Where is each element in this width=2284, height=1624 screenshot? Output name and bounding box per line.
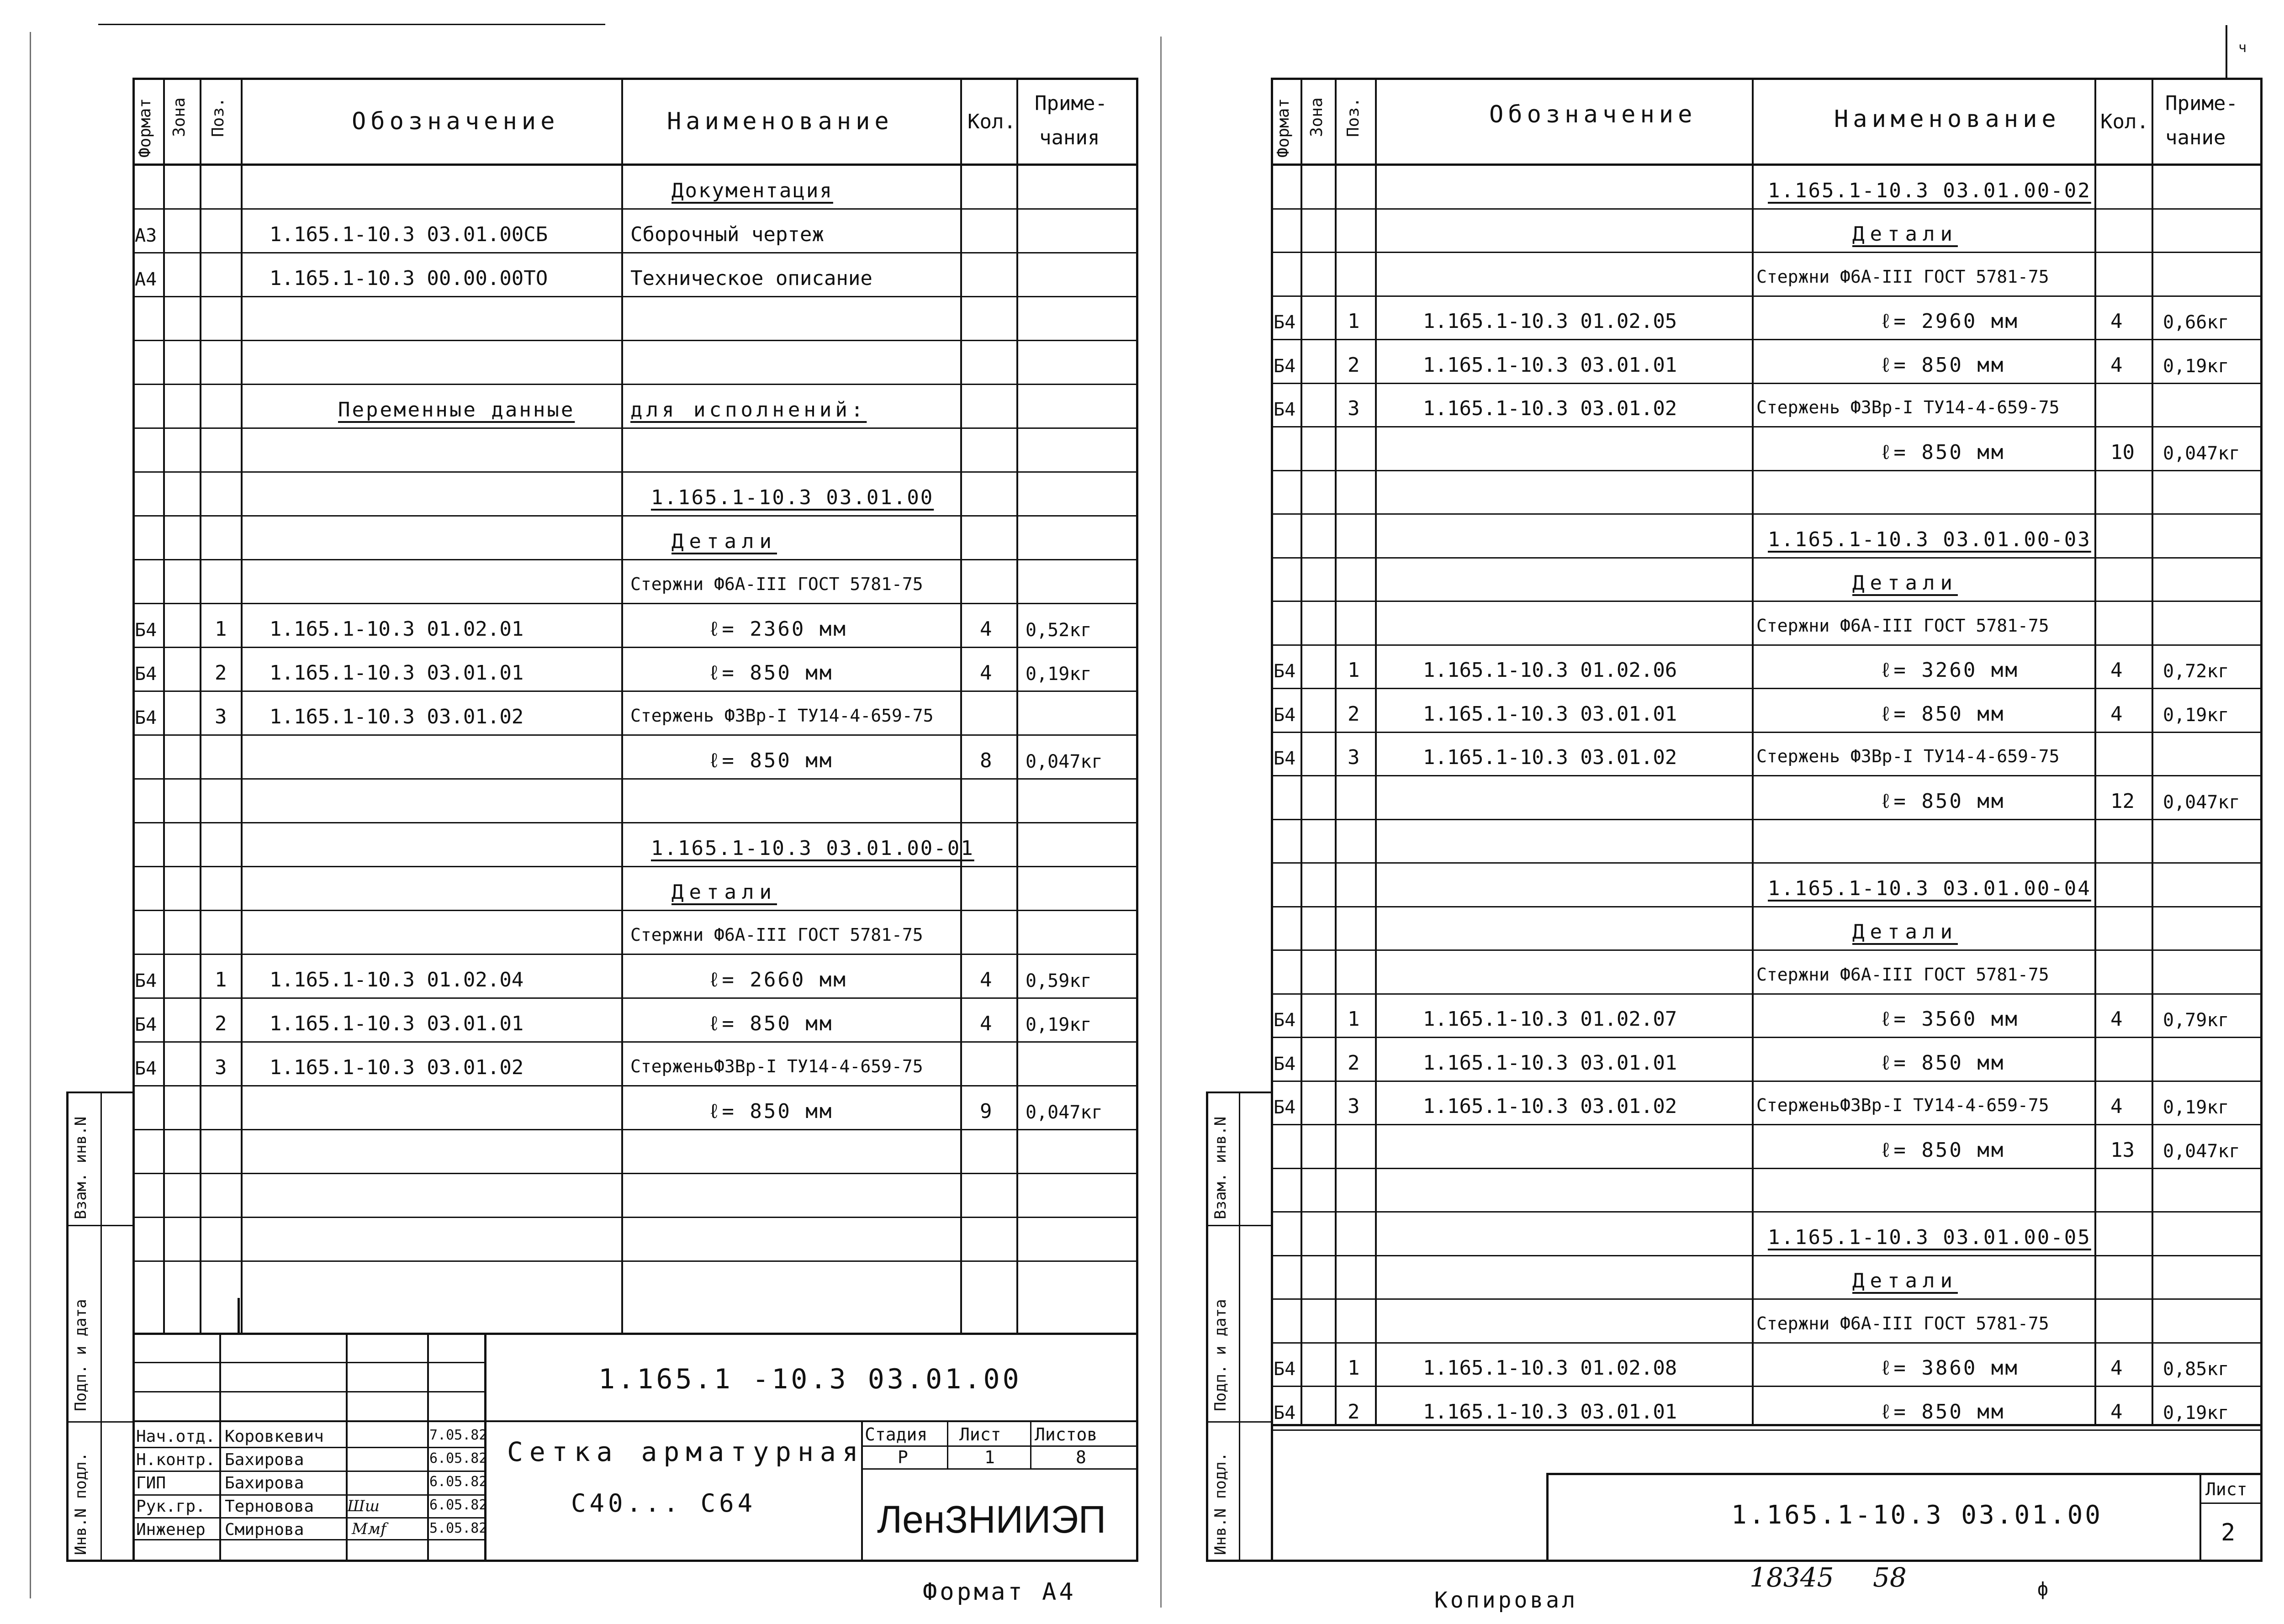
- row-rule: [132, 1041, 1137, 1043]
- header-format: Формат: [136, 98, 154, 158]
- r-row-16-name: 1.165.1-10.3 03.01.00-04: [1768, 876, 2091, 900]
- org-name: ЛенЗНИИЭП: [877, 1498, 1106, 1541]
- role-1-date: 6.05.82: [429, 1450, 487, 1466]
- row-rule: [132, 384, 1137, 385]
- l-row-17-name: Стержни Ф6А-III ГОСТ 5781-75: [630, 925, 923, 945]
- r-row-27-note: 0,85кг: [2163, 1359, 2229, 1380]
- l-row-2-name: Техническое описание: [630, 267, 872, 290]
- row-rule: [1271, 1255, 2262, 1256]
- role-4-role: Инженер: [136, 1520, 206, 1539]
- r-row-4-name: ℓ= 850 мм: [1880, 353, 2005, 377]
- row-rule: [1271, 732, 2262, 733]
- r-row-19-des: 1.165.1-10.3 01.02.07: [1423, 1007, 1677, 1031]
- row-rule: [132, 340, 1137, 341]
- r-row-4-note: 0,19кг: [2163, 355, 2229, 377]
- stamp-inv-orig: Инв.N подл.: [72, 1452, 90, 1555]
- row-rule: [1271, 1298, 2262, 1300]
- sheet-label: Лист: [959, 1424, 1001, 1445]
- r-row-19-fmt: Б4: [1274, 1010, 1296, 1031]
- r-row-12-pos: 2: [1348, 702, 1360, 726]
- row-rule: [132, 559, 1137, 560]
- row-rule: [1271, 1124, 2262, 1125]
- r-row-27-des: 1.165.1-10.3 01.02.08: [1423, 1356, 1677, 1380]
- l-row-12-name: Стержень Ф3Вр-I ТУ14-4-659-75: [630, 706, 934, 726]
- l-row-13-qty: 8: [980, 749, 992, 772]
- r-row-20-pos: 2: [1348, 1051, 1360, 1075]
- l-row-11-name: ℓ= 850 мм: [708, 661, 834, 685]
- r-row-3-fmt: Б4: [1274, 312, 1296, 333]
- row-rule: [132, 997, 1137, 999]
- r-stamp-replace-inv: Взам. инв.N: [1211, 1116, 1230, 1219]
- r-row-8-name: 1.165.1-10.3 03.01.00-03: [1768, 527, 2091, 551]
- r-header-name: Наименование: [1834, 105, 2061, 133]
- r-header-notes-2: чание: [2165, 126, 2226, 149]
- r-row-21-note: 0,19кг: [2163, 1097, 2229, 1118]
- row-rule: [1271, 688, 2262, 689]
- l-row-18-fmt: Б4: [135, 970, 157, 991]
- r-header-zone: Зона: [1307, 97, 1326, 137]
- role-0-date: 7.05.82: [429, 1427, 487, 1443]
- role-4-name: Смирнова: [225, 1520, 304, 1539]
- row-rule: [1271, 644, 2262, 646]
- header-notes-1: Приме-: [1035, 92, 1107, 115]
- r-row-18-name: Стержни Ф6А-III ГОСТ 5781-75: [1756, 964, 2049, 985]
- title-doc-number: 1.165.1 -10.3 03.01.00: [598, 1363, 1022, 1395]
- r-row-11-note: 0,72кг: [2163, 661, 2229, 682]
- l-row-11-note: 0,19кг: [1026, 664, 1092, 685]
- l-row-1-des: 1.165.1-10.3 03.01.00СБ: [270, 223, 548, 246]
- l-row-10-fmt: Б4: [135, 620, 157, 641]
- stamp-replace-inv: Взам. инв.N: [72, 1116, 90, 1219]
- r-row-4-fmt: Б4: [1274, 355, 1296, 377]
- r-row-4-des: 1.165.1-10.3 03.01.01: [1423, 353, 1677, 377]
- row-rule: [1271, 295, 2262, 297]
- role-2-name: Бахирова: [225, 1474, 304, 1492]
- r-row-2-name: Стержни Ф6А-III ГОСТ 5781-75: [1756, 266, 2049, 287]
- row-rule: [132, 647, 1137, 648]
- r-row-4-qty: 4: [2110, 353, 2123, 377]
- row-rule: [132, 427, 1137, 429]
- l-row-21-name: ℓ= 850 мм: [708, 1100, 834, 1123]
- role-3-name: Терновова: [225, 1497, 314, 1516]
- l-row-18-qty: 4: [980, 968, 992, 991]
- header-notes-2: чания: [1039, 126, 1100, 149]
- l-row-12-des: 1.165.1-10.3 03.01.02: [270, 705, 524, 728]
- row-rule: [1271, 862, 2262, 864]
- row-rule: [132, 866, 1137, 867]
- row-rule: [132, 1085, 1137, 1086]
- title-line-1: Сетка арматурная: [507, 1436, 865, 1467]
- r-row-22-note: 0,047кг: [2163, 1140, 2240, 1162]
- r-row-13-name: Стержень Ф3Вр-I ТУ14-4-659-75: [1756, 746, 2060, 766]
- r-row-13-des: 1.165.1-10.3 03.01.02: [1423, 746, 1677, 769]
- r-header-format: Формат: [1274, 98, 1293, 158]
- row-rule: [1271, 949, 2262, 951]
- l-row-7-name: 1.165.1-10.3 03.01.00: [651, 486, 934, 509]
- r-row-21-fmt: Б4: [1274, 1097, 1296, 1118]
- role-2-date: 6.05.82: [429, 1474, 487, 1490]
- r-row-28-note: 0,19кг: [2163, 1402, 2229, 1424]
- r-row-3-name: ℓ= 2960 мм: [1880, 310, 2019, 333]
- r-row-19-note: 0,79кг: [2163, 1010, 2229, 1031]
- r-row-21-pos: 3: [1348, 1095, 1360, 1118]
- r-doc-number: 1.165.1-10.3 03.01.00: [1731, 1500, 2103, 1530]
- r-row-21-des: 1.165.1-10.3 03.01.02: [1423, 1095, 1677, 1118]
- l-row-19-fmt: Б4: [135, 1014, 157, 1035]
- row-rule: [1271, 775, 2262, 776]
- row-rule: [1271, 339, 2262, 340]
- row-rule: [132, 954, 1137, 955]
- stamp-sign-date: Подп. и дата: [72, 1299, 90, 1411]
- r-row-27-fmt: Б4: [1274, 1359, 1296, 1380]
- l-row-10-note: 0,52кг: [1026, 620, 1092, 641]
- corner-mark: ч: [2238, 40, 2247, 56]
- r-header-designation: Обозначение: [1489, 101, 1697, 128]
- l-row-21-note: 0,047кг: [1026, 1102, 1103, 1123]
- r-row-11-des: 1.165.1-10.3 01.02.06: [1423, 659, 1677, 682]
- footer-fmt-mark: ф: [2037, 1579, 2049, 1600]
- r-row-11-fmt: Б4: [1274, 661, 1296, 682]
- signature-ternovova: Шш: [347, 1497, 380, 1515]
- r-row-20-des: 1.165.1-10.3 03.01.01: [1423, 1051, 1677, 1075]
- footer-copied: Копировал: [1434, 1587, 1578, 1613]
- role-4-date: 5.05.82: [429, 1520, 487, 1536]
- r-row-5-pos: 3: [1348, 397, 1360, 420]
- l-row-19-note: 0,19кг: [1026, 1014, 1092, 1035]
- row-rule: [132, 1129, 1137, 1130]
- l-row-19-des: 1.165.1-10.3 03.01.01: [270, 1012, 524, 1035]
- r-row-11-name: ℓ= 3260 мм: [1880, 659, 2019, 682]
- row-rule: [1271, 1081, 2262, 1082]
- row-rule: [1271, 208, 2262, 210]
- r-row-28-qty: 4: [2110, 1400, 2123, 1424]
- r-row-11-qty: 4: [2110, 659, 2123, 682]
- row-rule: [1271, 1429, 2262, 1431]
- r-row-5-name: Стержень Ф3Вр-I ТУ14-4-659-75: [1756, 397, 2060, 417]
- row-rule: [1271, 1386, 2262, 1387]
- l-row-10-name: ℓ= 2360 мм: [708, 617, 847, 641]
- l-row-13-note: 0,047кг: [1026, 751, 1103, 772]
- l-row-18-pos: 1: [215, 968, 227, 991]
- row-rule: [1271, 601, 2262, 602]
- signature-smirnova: Mмf: [352, 1520, 386, 1538]
- row-rule: [132, 515, 1137, 517]
- stage-label: Стадия: [865, 1424, 928, 1445]
- sheets-label: Листов: [1035, 1424, 1098, 1445]
- r-row-3-note: 0,66кг: [2163, 312, 2229, 333]
- row-rule: [1271, 557, 2262, 559]
- l-row-8-name: Детали: [671, 530, 777, 553]
- r-row-10-name: Стержни Ф6А-III ГОСТ 5781-75: [1756, 615, 2049, 636]
- row-rule: [132, 1260, 1137, 1262]
- handwritten-sheet: 58: [1873, 1562, 1907, 1593]
- l-row-1-name: Сборочный чертеж: [630, 223, 824, 246]
- l-row-0-name: Документация: [671, 179, 833, 202]
- row-rule: [132, 778, 1137, 780]
- r-row-22-name: ℓ= 850 мм: [1880, 1138, 2005, 1162]
- l-row-11-pos: 2: [215, 661, 227, 685]
- r-row-5-fmt: Б4: [1274, 399, 1296, 420]
- role-3-role: Рук.гр.: [136, 1497, 206, 1516]
- r-row-19-name: ℓ= 3560 мм: [1880, 1007, 2019, 1031]
- row-rule: [132, 471, 1137, 473]
- sheet-divider: [1160, 37, 1162, 1608]
- r-row-21-qty: 4: [2110, 1095, 2123, 1118]
- r-row-28-name: ℓ= 850 мм: [1880, 1400, 2005, 1424]
- r-header-notes-1: Приме-: [2165, 92, 2238, 115]
- row-rule: [1271, 426, 2262, 427]
- l-row-18-des: 1.165.1-10.3 01.02.04: [270, 968, 524, 991]
- role-0-role: Нач.отд.: [136, 1427, 216, 1446]
- r-row-20-fmt: Б4: [1274, 1053, 1296, 1075]
- row-rule: [132, 603, 1137, 604]
- r-row-28-fmt: Б4: [1274, 1402, 1296, 1424]
- r-row-26-name: Стержни Ф6А-III ГОСТ 5781-75: [1756, 1313, 2049, 1334]
- r-row-14-name: ℓ= 850 мм: [1880, 789, 2005, 813]
- r-row-14-qty: 12: [2110, 789, 2135, 813]
- row-rule: [132, 734, 1137, 736]
- r-row-22-qty: 13: [2110, 1138, 2135, 1162]
- l-row-9-name: Стержни Ф6А-III ГОСТ 5781-75: [630, 574, 923, 594]
- r-row-11-pos: 1: [1348, 659, 1360, 682]
- row-rule: [132, 296, 1137, 297]
- row-rule: [1271, 906, 2262, 907]
- r-row-19-pos: 1: [1348, 1007, 1360, 1031]
- l-row-20-name: СтерженьФ3Вр-I ТУ14-4-659-75: [630, 1056, 923, 1076]
- l-row-10-pos: 1: [215, 617, 227, 641]
- r-row-12-name: ℓ= 850 мм: [1880, 702, 2005, 726]
- r-row-17-name: Детали: [1852, 920, 1958, 944]
- l-row-21-qty: 9: [980, 1100, 992, 1123]
- row-rule: [1271, 383, 2262, 384]
- r-header-qty: Кол.: [2100, 110, 2149, 133]
- r-row-12-des: 1.165.1-10.3 03.01.01: [1423, 702, 1677, 726]
- l-row-12-pos: 3: [215, 705, 227, 728]
- l-row-2-fmt: А4: [135, 269, 157, 290]
- row-rule: [132, 691, 1137, 692]
- row-rule: [1271, 1342, 2262, 1344]
- row-rule: [132, 1217, 1137, 1218]
- l-row-5-name: для исполнений:: [630, 398, 867, 422]
- l-row-18-note: 0,59кг: [1026, 970, 1092, 991]
- r-row-5-des: 1.165.1-10.3 03.01.02: [1423, 397, 1677, 420]
- r-row-20-name: ℓ= 850 мм: [1880, 1051, 2005, 1075]
- l-row-19-qty: 4: [980, 1012, 992, 1035]
- r-row-13-fmt: Б4: [1274, 748, 1296, 769]
- header-zone: Зона: [170, 97, 189, 137]
- r-row-28-des: 1.165.1-10.3 03.01.01: [1423, 1400, 1677, 1424]
- row-rule: [132, 1173, 1137, 1174]
- l-row-5-des: Переменные данные: [338, 398, 575, 422]
- r-row-6-note: 0,047кг: [2163, 443, 2240, 464]
- r-row-1-name: Детали: [1852, 222, 1958, 246]
- r-row-0-name: 1.165.1-10.3 03.01.00-02: [1768, 179, 2091, 202]
- role-1-role: Н.контр.: [136, 1450, 216, 1469]
- sheet-value: 1: [984, 1447, 995, 1467]
- header-designation: Обозначение: [352, 108, 560, 135]
- header-pos: Поз.: [209, 97, 227, 137]
- l-row-19-pos: 2: [215, 1012, 227, 1035]
- l-row-12-fmt: Б4: [135, 707, 157, 728]
- r-row-6-qty: 10: [2110, 440, 2135, 464]
- r-row-14-note: 0,047кг: [2163, 791, 2240, 813]
- footer-format: Формат А4: [923, 1578, 1076, 1606]
- row-rule: [1271, 252, 2262, 253]
- r-header-pos: Поз.: [1344, 97, 1363, 137]
- row-rule: [1271, 513, 2262, 515]
- l-row-13-name: ℓ= 850 мм: [708, 749, 834, 772]
- l-row-10-qty: 4: [980, 617, 992, 641]
- r-row-25-name: Детали: [1852, 1269, 1958, 1292]
- l-row-11-qty: 4: [980, 661, 992, 685]
- row-rule: [1271, 1211, 2262, 1213]
- r-row-6-name: ℓ= 850 мм: [1880, 440, 2005, 464]
- l-row-19-name: ℓ= 850 мм: [708, 1012, 834, 1035]
- l-row-1-fmt: А3: [135, 225, 157, 246]
- sheets-value: 8: [1076, 1447, 1086, 1467]
- r-row-3-qty: 4: [2110, 310, 2123, 333]
- header-name: Наименование: [667, 108, 894, 135]
- r-sheet-value: 2: [2221, 1519, 2236, 1546]
- row-rule: [1271, 470, 2262, 471]
- l-row-11-des: 1.165.1-10.3 03.01.01: [270, 661, 524, 685]
- handwritten-number: 18345: [1750, 1562, 1834, 1593]
- l-row-20-fmt: Б4: [135, 1058, 157, 1079]
- r-row-12-qty: 4: [2110, 702, 2123, 726]
- row-rule: [132, 910, 1137, 911]
- row-rule: [132, 208, 1137, 210]
- r-row-12-fmt: Б4: [1274, 704, 1296, 726]
- row-rule: [1271, 819, 2262, 820]
- r-sheet-label: Лист: [2205, 1479, 2247, 1499]
- r-row-27-pos: 1: [1348, 1356, 1360, 1380]
- r-row-27-qty: 4: [2110, 1356, 2123, 1380]
- role-0-name: Коровкевич: [225, 1427, 324, 1446]
- r-row-3-des: 1.165.1-10.3 01.02.05: [1423, 310, 1677, 333]
- l-row-20-pos: 3: [215, 1056, 227, 1079]
- r-row-24-name: 1.165.1-10.3 03.01.00-05: [1768, 1225, 2091, 1249]
- l-row-10-des: 1.165.1-10.3 01.02.01: [270, 617, 524, 641]
- r-row-9-name: Детали: [1852, 571, 1958, 595]
- l-row-15-name: 1.165.1-10.3 03.01.00-01: [651, 837, 974, 860]
- r-stamp-inv-orig: Инв.N подл.: [1211, 1452, 1230, 1555]
- stage-value: Р: [898, 1447, 908, 1467]
- r-row-28-pos: 2: [1348, 1400, 1360, 1424]
- title-line-2: С40... С64: [571, 1489, 756, 1518]
- role-3-date: 6.05.82: [429, 1497, 487, 1513]
- l-row-11-fmt: Б4: [135, 664, 157, 685]
- header-qty: Кол.: [968, 110, 1016, 133]
- r-row-27-name: ℓ= 3860 мм: [1880, 1356, 2019, 1380]
- r-row-21-name: СтерженьФ3Вр-I ТУ14-4-659-75: [1756, 1095, 2049, 1115]
- r-row-4-pos: 2: [1348, 353, 1360, 377]
- l-row-20-des: 1.165.1-10.3 03.01.02: [270, 1056, 524, 1079]
- r-row-19-qty: 4: [2110, 1007, 2123, 1031]
- r-row-12-note: 0,19кг: [2163, 704, 2229, 726]
- row-rule: [132, 252, 1137, 253]
- row-rule: [1271, 993, 2262, 995]
- l-row-16-name: Детали: [671, 881, 777, 904]
- role-1-name: Бахирова: [225, 1450, 304, 1469]
- row-rule: [1271, 1168, 2262, 1169]
- r-stamp-sign-date: Подп. и дата: [1211, 1299, 1230, 1411]
- row-rule: [132, 822, 1137, 823]
- row-rule: [1271, 1037, 2262, 1038]
- r-row-3-pos: 1: [1348, 310, 1360, 333]
- r-row-13-pos: 3: [1348, 746, 1360, 769]
- l-row-18-name: ℓ= 2660 мм: [708, 968, 847, 991]
- role-2-role: ГИП: [136, 1474, 166, 1492]
- l-row-2-des: 1.165.1-10.3 00.00.00ТО: [270, 267, 548, 290]
